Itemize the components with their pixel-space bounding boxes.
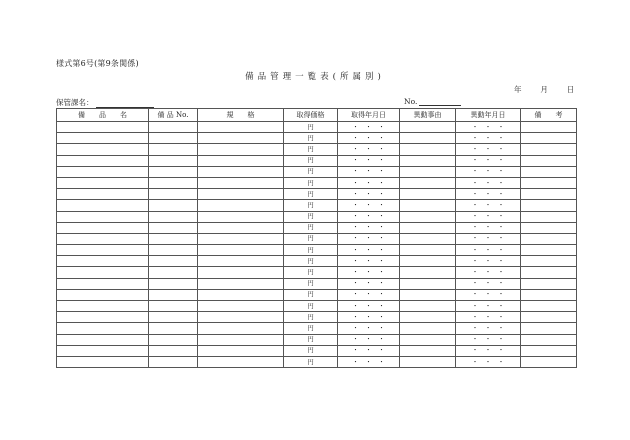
acquired-date-cell[interactable]: ・ ・ ・ <box>338 334 400 345</box>
item-name-cell[interactable] <box>57 211 149 222</box>
price-cell[interactable]: 円 <box>284 122 338 133</box>
table-row <box>57 177 577 188</box>
col-spec: 規 格 <box>198 109 284 122</box>
spec-cell[interactable] <box>198 133 284 144</box>
price-cell[interactable]: 円 <box>284 233 338 244</box>
spec-cell[interactable] <box>198 267 284 278</box>
table-row <box>57 222 577 233</box>
remarks-cell[interactable] <box>521 245 577 256</box>
item-no-cell[interactable] <box>149 267 198 278</box>
price-cell[interactable]: 円 <box>284 144 338 155</box>
item-name-cell[interactable] <box>57 144 149 155</box>
item-name-cell[interactable] <box>57 334 149 345</box>
col-item-name: 備 品 名 <box>57 109 149 122</box>
spec-cell[interactable] <box>198 301 284 312</box>
year-label: 年 <box>514 85 522 94</box>
spec-cell[interactable] <box>198 356 284 367</box>
transfer-reason-cell[interactable] <box>400 312 456 323</box>
transfer-date-cell[interactable]: ・ ・ ・ <box>456 155 521 166</box>
remarks-cell[interactable] <box>521 166 577 177</box>
number-blank[interactable] <box>419 97 461 106</box>
item-no-cell[interactable] <box>149 312 198 323</box>
acquired-date-cell[interactable]: ・ ・ ・ <box>338 312 400 323</box>
date-line <box>514 84 574 95</box>
item-no-cell[interactable] <box>149 133 198 144</box>
acquired-date-cell[interactable]: ・ ・ ・ <box>338 245 400 256</box>
department-label: 保管課名： <box>56 98 94 107</box>
item-no-cell[interactable] <box>149 233 198 244</box>
item-no-cell[interactable] <box>149 166 198 177</box>
price-cell[interactable]: 円 <box>284 133 338 144</box>
transfer-reason-cell[interactable] <box>400 166 456 177</box>
transfer-date-cell[interactable]: ・ ・ ・ <box>456 278 521 289</box>
transfer-reason-cell[interactable] <box>400 189 456 200</box>
spec-cell[interactable] <box>198 278 284 289</box>
remarks-cell[interactable] <box>521 356 577 367</box>
number-label: No. <box>404 97 418 106</box>
acquired-date-cell[interactable]: ・ ・ ・ <box>338 177 400 188</box>
remarks-cell[interactable] <box>521 222 577 233</box>
table-row <box>57 356 577 367</box>
item-name-cell[interactable] <box>57 345 149 356</box>
item-name-cell[interactable] <box>57 233 149 244</box>
table-row <box>57 144 577 155</box>
col-price: 取得価格 <box>284 109 338 122</box>
transfer-date-cell[interactable]: ・ ・ ・ <box>456 301 521 312</box>
price-cell[interactable]: 円 <box>284 289 338 300</box>
transfer-date-cell[interactable]: ・ ・ ・ <box>456 267 521 278</box>
item-no-cell[interactable] <box>149 323 198 334</box>
item-no-cell[interactable] <box>149 144 198 155</box>
transfer-reason-cell[interactable] <box>400 222 456 233</box>
price-cell[interactable]: 円 <box>284 356 338 367</box>
remarks-cell[interactable] <box>521 233 577 244</box>
transfer-date-cell[interactable]: ・ ・ ・ <box>456 200 521 211</box>
spec-cell[interactable] <box>198 200 284 211</box>
table-header-row <box>57 109 577 122</box>
transfer-reason-cell[interactable] <box>400 345 456 356</box>
transfer-reason-cell[interactable] <box>400 155 456 166</box>
transfer-date-cell[interactable]: ・ ・ ・ <box>456 177 521 188</box>
remarks-cell[interactable] <box>521 345 577 356</box>
price-cell[interactable]: 円 <box>284 155 338 166</box>
item-no-cell[interactable] <box>149 356 198 367</box>
price-cell[interactable]: 円 <box>284 334 338 345</box>
transfer-reason-cell[interactable] <box>400 356 456 367</box>
table-row <box>57 122 577 133</box>
spec-cell[interactable] <box>198 177 284 188</box>
remarks-cell[interactable] <box>521 334 577 345</box>
item-name-cell[interactable] <box>57 278 149 289</box>
item-name-cell[interactable] <box>57 301 149 312</box>
spec-cell[interactable] <box>198 245 284 256</box>
acquired-date-cell[interactable]: ・ ・ ・ <box>338 323 400 334</box>
price-cell[interactable]: 円 <box>284 200 338 211</box>
acquired-date-cell[interactable]: ・ ・ ・ <box>338 233 400 244</box>
acquired-date-cell[interactable]: ・ ・ ・ <box>338 356 400 367</box>
item-name-cell[interactable] <box>57 166 149 177</box>
item-no-cell[interactable] <box>149 155 198 166</box>
spec-cell[interactable] <box>198 289 284 300</box>
transfer-reason-cell[interactable] <box>400 256 456 267</box>
remarks-cell[interactable] <box>521 267 577 278</box>
transfer-reason-cell[interactable] <box>400 289 456 300</box>
item-name-cell[interactable] <box>57 267 149 278</box>
department-field <box>56 97 154 108</box>
item-no-cell[interactable] <box>149 189 198 200</box>
item-name-cell[interactable] <box>57 289 149 300</box>
table-row <box>57 312 577 323</box>
department-blank[interactable] <box>96 99 154 108</box>
number-field <box>404 97 461 106</box>
acquired-date-cell[interactable]: ・ ・ ・ <box>338 289 400 300</box>
price-cell[interactable]: 円 <box>284 312 338 323</box>
spec-cell[interactable] <box>198 155 284 166</box>
transfer-reason-cell[interactable] <box>400 267 456 278</box>
acquired-date-cell[interactable]: ・ ・ ・ <box>338 301 400 312</box>
item-name-cell[interactable] <box>57 122 149 133</box>
remarks-cell[interactable] <box>521 155 577 166</box>
item-name-cell[interactable] <box>57 245 149 256</box>
spec-cell[interactable] <box>198 256 284 267</box>
item-no-cell[interactable] <box>149 334 198 345</box>
col-acquired-date: 取得年月日 <box>338 109 400 122</box>
remarks-cell[interactable] <box>521 200 577 211</box>
transfer-reason-cell[interactable] <box>400 144 456 155</box>
table-row <box>57 301 577 312</box>
price-cell[interactable]: 円 <box>284 301 338 312</box>
acquired-date-cell[interactable]: ・ ・ ・ <box>338 155 400 166</box>
item-no-cell[interactable] <box>149 222 198 233</box>
transfer-reason-cell[interactable] <box>400 334 456 345</box>
spec-cell[interactable] <box>198 334 284 345</box>
price-cell[interactable]: 円 <box>284 323 338 334</box>
remarks-cell[interactable] <box>521 211 577 222</box>
price-cell[interactable]: 円 <box>284 189 338 200</box>
acquired-date-cell[interactable]: ・ ・ ・ <box>338 256 400 267</box>
transfer-date-cell[interactable]: ・ ・ ・ <box>456 144 521 155</box>
item-no-cell[interactable] <box>149 122 198 133</box>
page-title: 備品管理一覧表(所属別) <box>245 72 385 82</box>
spec-cell[interactable] <box>198 144 284 155</box>
remarks-cell[interactable] <box>521 323 577 334</box>
acquired-date-cell[interactable]: ・ ・ ・ <box>338 200 400 211</box>
remarks-cell[interactable] <box>521 278 577 289</box>
remarks-cell[interactable] <box>521 189 577 200</box>
item-name-cell[interactable] <box>57 222 149 233</box>
acquired-date-cell[interactable]: ・ ・ ・ <box>338 222 400 233</box>
equipment-table <box>56 108 577 368</box>
acquired-date-cell[interactable]: ・ ・ ・ <box>338 278 400 289</box>
spec-cell[interactable] <box>198 345 284 356</box>
transfer-date-cell[interactable]: ・ ・ ・ <box>456 245 521 256</box>
col-item-no: 備 品 No. <box>149 109 198 122</box>
remarks-cell[interactable] <box>521 312 577 323</box>
col-transfer-reason: 異動事由 <box>400 109 456 122</box>
item-name-cell[interactable] <box>57 200 149 211</box>
table-row <box>57 345 577 356</box>
spec-cell[interactable] <box>198 211 284 222</box>
table-row <box>57 211 577 222</box>
transfer-date-cell[interactable]: ・ ・ ・ <box>456 122 521 133</box>
acquired-date-cell[interactable]: ・ ・ ・ <box>338 122 400 133</box>
item-name-cell[interactable] <box>57 189 149 200</box>
acquired-date-cell[interactable]: ・ ・ ・ <box>338 345 400 356</box>
remarks-cell[interactable] <box>521 177 577 188</box>
remarks-cell[interactable] <box>521 301 577 312</box>
col-remarks: 備 考 <box>521 109 577 122</box>
table-row <box>57 278 577 289</box>
transfer-date-cell[interactable]: ・ ・ ・ <box>456 334 521 345</box>
acquired-date-cell[interactable]: ・ ・ ・ <box>338 189 400 200</box>
acquired-date-cell[interactable]: ・ ・ ・ <box>338 144 400 155</box>
price-cell[interactable]: 円 <box>284 177 338 188</box>
spec-cell[interactable] <box>198 233 284 244</box>
transfer-date-cell[interactable]: ・ ・ ・ <box>456 189 521 200</box>
item-name-cell[interactable] <box>57 133 149 144</box>
remarks-cell[interactable] <box>521 144 577 155</box>
table-row <box>57 256 577 267</box>
transfer-reason-cell[interactable] <box>400 245 456 256</box>
acquired-date-cell[interactable]: ・ ・ ・ <box>338 166 400 177</box>
item-name-cell[interactable] <box>57 256 149 267</box>
price-cell[interactable]: 円 <box>284 222 338 233</box>
price-cell[interactable]: 円 <box>284 267 338 278</box>
spec-cell[interactable] <box>198 189 284 200</box>
remarks-cell[interactable] <box>521 289 577 300</box>
item-no-cell[interactable] <box>149 177 198 188</box>
table-row <box>57 155 577 166</box>
spec-cell[interactable] <box>198 312 284 323</box>
transfer-reason-cell[interactable] <box>400 233 456 244</box>
price-cell[interactable]: 円 <box>284 256 338 267</box>
transfer-date-cell[interactable]: ・ ・ ・ <box>456 133 521 144</box>
day-label: 日 <box>566 85 575 94</box>
item-no-cell[interactable] <box>149 245 198 256</box>
spec-cell[interactable] <box>198 222 284 233</box>
item-name-cell[interactable] <box>57 323 149 334</box>
item-no-cell[interactable] <box>149 200 198 211</box>
table-row <box>57 233 577 244</box>
form-number: 様式第6号(第9条関係) <box>56 59 139 68</box>
transfer-reason-cell[interactable] <box>400 323 456 334</box>
item-no-cell[interactable] <box>149 211 198 222</box>
transfer-date-cell[interactable]: ・ ・ ・ <box>456 289 521 300</box>
transfer-reason-cell[interactable] <box>400 301 456 312</box>
transfer-date-cell[interactable]: ・ ・ ・ <box>456 323 521 334</box>
item-no-cell[interactable] <box>149 345 198 356</box>
item-no-cell[interactable] <box>149 278 198 289</box>
item-no-cell[interactable] <box>149 256 198 267</box>
transfer-date-cell[interactable]: ・ ・ ・ <box>456 233 521 244</box>
acquired-date-cell[interactable]: ・ ・ ・ <box>338 211 400 222</box>
col-transfer-date: 異動年月日 <box>456 109 521 122</box>
item-name-cell[interactable] <box>57 177 149 188</box>
acquired-date-cell[interactable]: ・ ・ ・ <box>338 133 400 144</box>
transfer-date-cell[interactable]: ・ ・ ・ <box>456 222 521 233</box>
table-row <box>57 289 577 300</box>
table-row <box>57 200 577 211</box>
item-no-cell[interactable] <box>149 301 198 312</box>
item-no-cell[interactable] <box>149 289 198 300</box>
transfer-date-cell[interactable]: ・ ・ ・ <box>456 312 521 323</box>
spec-cell[interactable] <box>198 122 284 133</box>
spec-cell[interactable] <box>198 323 284 334</box>
price-cell[interactable]: 円 <box>284 245 338 256</box>
table-row <box>57 245 577 256</box>
remarks-cell[interactable] <box>521 122 577 133</box>
transfer-reason-cell[interactable] <box>400 278 456 289</box>
remarks-cell[interactable] <box>521 256 577 267</box>
transfer-reason-cell[interactable] <box>400 200 456 211</box>
remarks-cell[interactable] <box>521 133 577 144</box>
table-row <box>57 334 577 345</box>
table-row <box>57 323 577 334</box>
month-label: 月 <box>540 85 548 94</box>
spec-cell[interactable] <box>198 166 284 177</box>
item-name-cell[interactable] <box>57 312 149 323</box>
table-row <box>57 133 577 144</box>
transfer-date-cell[interactable]: ・ ・ ・ <box>456 256 521 267</box>
transfer-date-cell[interactable]: ・ ・ ・ <box>456 345 521 356</box>
table-row <box>57 166 577 177</box>
transfer-reason-cell[interactable] <box>400 122 456 133</box>
transfer-reason-cell[interactable] <box>400 211 456 222</box>
transfer-reason-cell[interactable] <box>400 133 456 144</box>
price-cell[interactable]: 円 <box>284 166 338 177</box>
price-cell[interactable]: 円 <box>284 345 338 356</box>
item-name-cell[interactable] <box>57 356 149 367</box>
item-name-cell[interactable] <box>57 155 149 166</box>
table-row <box>57 189 577 200</box>
transfer-date-cell[interactable]: ・ ・ ・ <box>456 356 521 367</box>
transfer-reason-cell[interactable] <box>400 177 456 188</box>
transfer-date-cell[interactable]: ・ ・ ・ <box>456 166 521 177</box>
price-cell[interactable]: 円 <box>284 278 338 289</box>
transfer-date-cell[interactable]: ・ ・ ・ <box>456 211 521 222</box>
price-cell[interactable]: 円 <box>284 211 338 222</box>
table-row <box>57 267 577 278</box>
acquired-date-cell[interactable]: ・ ・ ・ <box>338 267 400 278</box>
